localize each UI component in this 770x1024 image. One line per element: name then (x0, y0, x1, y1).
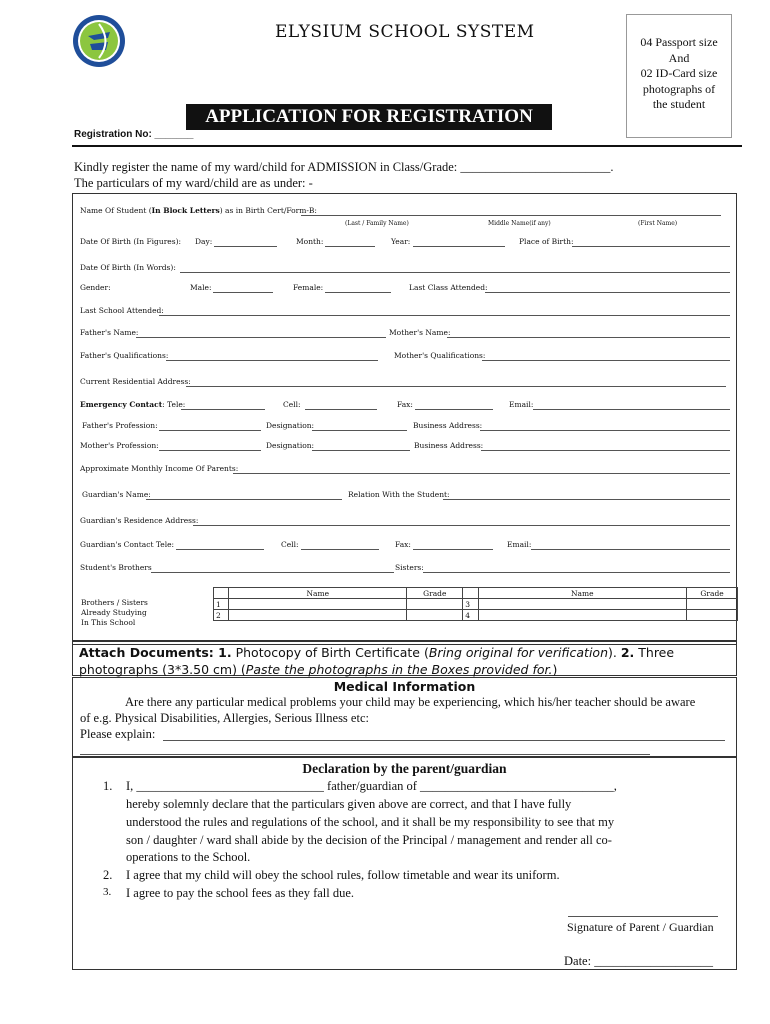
father-business-address-label: Business Address: (413, 421, 483, 430)
guardian-email-label: Email: (507, 540, 532, 549)
father-business-address-field[interactable] (480, 430, 730, 431)
photo-note-line: And (668, 50, 690, 65)
sib-grade-header: Grade (407, 588, 463, 599)
photo-box (626, 14, 732, 138)
sib-name-cell[interactable] (478, 610, 687, 621)
mother-name-field[interactable] (447, 337, 730, 338)
declaration-item-2: I agree that my child will obey the school rules, follow timetable and wear its uniform. (126, 868, 560, 882)
declaration-box (72, 757, 737, 970)
father-name-label: Father's Name: (80, 328, 139, 337)
mother-designation-field[interactable] (312, 450, 410, 451)
income-field[interactable] (233, 473, 730, 474)
guardian-tele-label: Guardian's Contact Tele: (80, 540, 175, 549)
medical-heading: Medical Information (333, 679, 476, 694)
mother-profession-field[interactable] (159, 450, 261, 451)
father-profession-label: Father's Profession: (82, 421, 158, 430)
medical-explain-field[interactable] (163, 740, 725, 741)
declaration-item-3: I agree to pay the school fees as they fall due. (126, 886, 355, 900)
photo-note-line: photographs of (642, 81, 716, 96)
first-name-caption: (First Name) (638, 220, 678, 227)
year-label: Year: (391, 237, 411, 246)
mother-qual-field[interactable] (482, 360, 730, 361)
month-label: Month: (296, 237, 324, 246)
declaration-number-3: 3. (103, 886, 112, 898)
emergency-contact-label: Emergency Contact: Tele: (80, 400, 186, 409)
emergency-cell-label: Cell: (283, 400, 301, 409)
school-logo (72, 14, 126, 68)
emergency-fax-label: Fax: (397, 400, 413, 409)
guardian-cell-label: Cell: (281, 540, 299, 549)
brothers-label: Student's Brothers (80, 563, 152, 572)
sib-name-header: Name (478, 588, 687, 599)
sib-grade-header: Grade (687, 588, 738, 599)
medical-line-1: Are there any particular medical problems your child may be experiencing, which his/her teacher should be aware (125, 695, 696, 709)
student-particulars-box (72, 193, 737, 645)
siblings-table (213, 587, 738, 621)
father-designation-label: Designation: (266, 421, 315, 430)
declaration-item-1-line: son / daughter / ward shall abide by the decision of the Principal / management and render all co- (126, 833, 612, 847)
dob-words-label: Date Of Birth (In Words): (80, 263, 176, 272)
school-name: ELYSIUM SCHOOL SYSTEM (275, 22, 535, 42)
medical-explain-field-2[interactable] (80, 754, 650, 755)
male-field[interactable] (213, 292, 273, 293)
sib-row-number: 2 (214, 610, 229, 621)
last-school-label: Last School Attended: (80, 306, 164, 315)
declaration-number-1: 1. (103, 779, 113, 793)
guardian-address-field[interactable] (193, 525, 730, 526)
declaration-item-1-line: hereby solemnly declare that the particulars given above are correct, and that I have fully (126, 797, 572, 811)
declaration-heading: Declaration by the parent/guardian (302, 761, 507, 776)
siblings-table-label: Brothers / Sisters Already Studying In This School (81, 598, 148, 627)
mother-profession-label: Mother's Profession: (80, 441, 159, 450)
address-field[interactable] (186, 386, 726, 387)
last-class-label: Last Class Attended: (409, 283, 488, 292)
guardian-name-field[interactable] (146, 499, 342, 500)
intro-line-1: Kindly register the name of my ward/child for ADMISSION in Class/Grade: ________________________. (74, 160, 614, 174)
dob-words-field[interactable] (180, 272, 730, 273)
sib-grade-cell[interactable] (407, 610, 463, 621)
guardian-cell-field[interactable] (301, 549, 379, 550)
female-field[interactable] (325, 292, 391, 293)
signature-label: Signature of Parent / Guardian (567, 920, 714, 934)
last-school-field[interactable] (159, 315, 730, 316)
female-label: Female: (293, 283, 324, 292)
guardian-tele-field[interactable] (176, 549, 264, 550)
mother-business-address-label: Business Address: (414, 441, 484, 450)
registration-number[interactable]: Registration No: _______ (74, 129, 194, 140)
dob-figures-label: Date Of Birth (In Figures): (80, 237, 182, 246)
guardian-address-label: Guardian's Residence Address: (80, 516, 199, 525)
emergency-cell-field[interactable] (305, 409, 377, 410)
student-name-label: Name Of Student (In Block Letters) as in Birth Cert/Form-B: (80, 206, 317, 215)
photo-note-line: 02 ID-Card size (640, 66, 718, 80)
address-label: Current Residential Address: (80, 377, 191, 386)
place-of-birth-label: Place of Birth: (519, 237, 574, 246)
middle-name-caption: Middle Name(if any) (488, 220, 551, 227)
father-qual-field[interactable] (166, 360, 378, 361)
father-name-field[interactable] (136, 337, 386, 338)
gender-label: Gender: (80, 283, 111, 292)
income-label: Approximate Monthly Income Of Parents: (80, 464, 239, 473)
male-label: Male: (190, 283, 212, 292)
header-divider (72, 145, 742, 147)
guardian-fax-field[interactable] (413, 549, 493, 550)
year-field[interactable] (413, 246, 505, 247)
month-field[interactable] (325, 246, 375, 247)
mother-qual-label: Mother's Qualifications: (394, 351, 486, 360)
medical-explain-label: Please explain: (80, 727, 156, 741)
sisters-field[interactable] (423, 572, 730, 573)
declaration-number-2: 2. (103, 868, 113, 882)
form-title: APPLICATION FOR REGISTRATION (186, 104, 552, 130)
day-label: Day: (195, 237, 213, 246)
sib-name-header: Name (229, 588, 407, 599)
medical-information-box (72, 677, 737, 757)
photo-note-line: the student (652, 97, 706, 111)
emergency-fax-field[interactable] (415, 409, 493, 410)
sib-name-cell[interactable] (478, 599, 687, 610)
attach-documents-box: Attach Documents: 1. Photocopy of Birth Certificate (Bring original for verification). 2. Three photographs (3*3.50 cm) (Paste the photographs in the Boxes provided for.) (72, 640, 737, 676)
declaration-item-1-line: operations to the School. (126, 850, 251, 864)
brothers-field[interactable] (151, 572, 394, 573)
mother-business-address-field[interactable] (481, 450, 730, 451)
sib-grade-cell[interactable] (687, 610, 738, 621)
mother-name-label: Mother's Name: (389, 328, 451, 337)
signature-line[interactable] (568, 916, 718, 917)
sisters-label: Sisters: (395, 563, 424, 572)
guardian-fax-label: Fax: (395, 540, 411, 549)
emergency-tele-field[interactable] (181, 409, 265, 410)
relation-field[interactable] (443, 499, 730, 500)
sib-row-number: 3 (463, 599, 478, 610)
student-name-field[interactable] (301, 215, 721, 216)
sib-grade-cell[interactable] (407, 599, 463, 610)
father-designation-field[interactable] (312, 430, 407, 431)
sib-row-number: 4 (463, 610, 478, 621)
relation-label: Relation With the Student: (348, 490, 450, 499)
sib-grade-cell[interactable] (687, 599, 738, 610)
declaration-item-1[interactable]: I, ______________________________ father/guardian of _______________________________, (126, 779, 617, 793)
intro-line-2: The particulars of my ward/child are as under: - (74, 176, 313, 190)
date-field[interactable]: Date: ___________________ (564, 954, 713, 968)
declaration-item-1-line: understood the rules and regulations of the school, and it shall be my responsibility to see that my (126, 815, 615, 829)
sib-row-number: 1 (214, 599, 229, 610)
day-field[interactable] (214, 246, 277, 247)
father-profession-field[interactable] (159, 430, 261, 431)
last-class-field[interactable] (485, 292, 730, 293)
place-of-birth-field[interactable] (572, 246, 730, 247)
father-qual-label: Father's Qualifications: (80, 351, 169, 360)
guardian-email-field[interactable] (531, 549, 730, 550)
mother-designation-label: Designation: (266, 441, 315, 450)
sib-name-cell[interactable] (229, 610, 407, 621)
medical-line-2: of e.g. Physical Disabilities, Allergies, Serious Illness etc: (80, 711, 369, 725)
photo-note-line: 04 Passport size (640, 35, 718, 49)
emergency-email-field[interactable] (533, 409, 730, 410)
last-name-caption: (Last / Family Name) (345, 220, 409, 227)
sib-name-cell[interactable] (229, 599, 407, 610)
emergency-email-label: Email: (509, 400, 534, 409)
guardian-name-label: Guardian's Name: (82, 490, 151, 499)
